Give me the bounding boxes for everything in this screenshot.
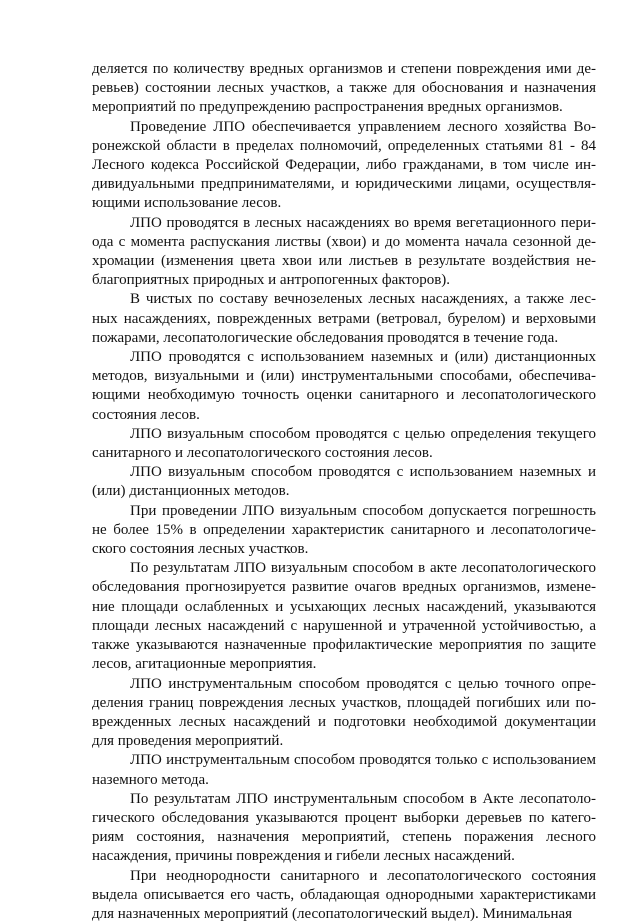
document-page bbox=[92, 60, 596, 924]
paragraph-11: ЛПО инструментальным способом проводятся только с использованием наземного метода. bbox=[92, 752, 596, 788]
paragraph-9: По результатам ЛПО визуальным способом в акте лесопатологического обследования прогнозируется развитие очагов вредных организмов, изменение площади ослабленных и усыхающих лесных насаждений, указываются площади лесных насаждений с нарушенной и утраченной устойчивостью, а также указываются назначенные профилактические мероприятия по защите лесов, агитационные мероприятия. bbox=[92, 560, 596, 673]
paragraph-5: ЛПО проводятся с использованием наземных и (или) дистанционных методов, визуальными и (или) инструментальными способами, обеспечивающими необходимую точность оценки санитарного и лесопатологического состояния лесов. bbox=[92, 349, 596, 423]
paragraph-8: При проведении ЛПО визуальным способом допускается погрешность не более 15% в определении характеристик санитарного и лесопатологического состояния лесных участков. bbox=[92, 502, 596, 558]
paragraph-6: ЛПО визуальным способом проводятся с целью определения текущего санитарного и лесопатологического состояния лесов. bbox=[92, 425, 596, 462]
paragraph-12: По результатам ЛПО инструментальным способом в Акте лесопатологического обследования указываются процент выборки деревьев по категориям состояния, назначения мероприятий, степень поражения лесного насаждения, причины повреждения и гибели лесных насаждений. bbox=[92, 790, 596, 865]
paragraph-7: ЛПО визуальным способом проводятся с использованием наземных и (или) дистанционных методов. bbox=[92, 464, 596, 500]
paragraph-3: ЛПО проводятся в лесных насаждениях во время вегетационного периода с момента распускания листвы (хвои) и до момента начала сезонной дехромации (изменения цвета хвои или листьев в результате воздействия неблагоприятных природных и антропогенных факторов). bbox=[92, 214, 596, 289]
paragraph-13: При неоднородности санитарного и лесопатологического состояния выдела описывается его часть, обладающая однородными характеристиками для назначенных мероприятий (лесопатологический выдел). Минимальная bbox=[92, 867, 596, 922]
paragraph-4: В чистых по составу вечнозеленых лесных насаждениях, а также лесных насаждениях, поврежденных ветрами (ветровал, бурелом) и верховыми пожарами, лесопатологические обследования проводятся в течение года. bbox=[92, 291, 596, 346]
paragraph-1: деляется по количеству вредных организмов и степени повреждения ими деревьев) состоянии лесных участков, а также для обоснования и назначения мероприятий по предупреждению распространения вредных организмов. bbox=[92, 61, 596, 116]
paragraph-10: ЛПО инструментальным способом проводятся с целью точного определения границ повреждения лесных участков, площадей погибших или поврежденных лесных насаждений и подготовки необходимой документации для проведения мероприятий. bbox=[92, 675, 596, 750]
paragraph-2: Проведение ЛПО обеспечивается управлением лесного хозяйства Воронежской области в пределах полномочий, определенных статьями 81 - 84 Лесного кодекса Российской Федерации, либо гражданами, в том числе индивидуальными предпринимателями, и юридическими лицами, осуществляющими использование лесов. bbox=[92, 118, 596, 212]
